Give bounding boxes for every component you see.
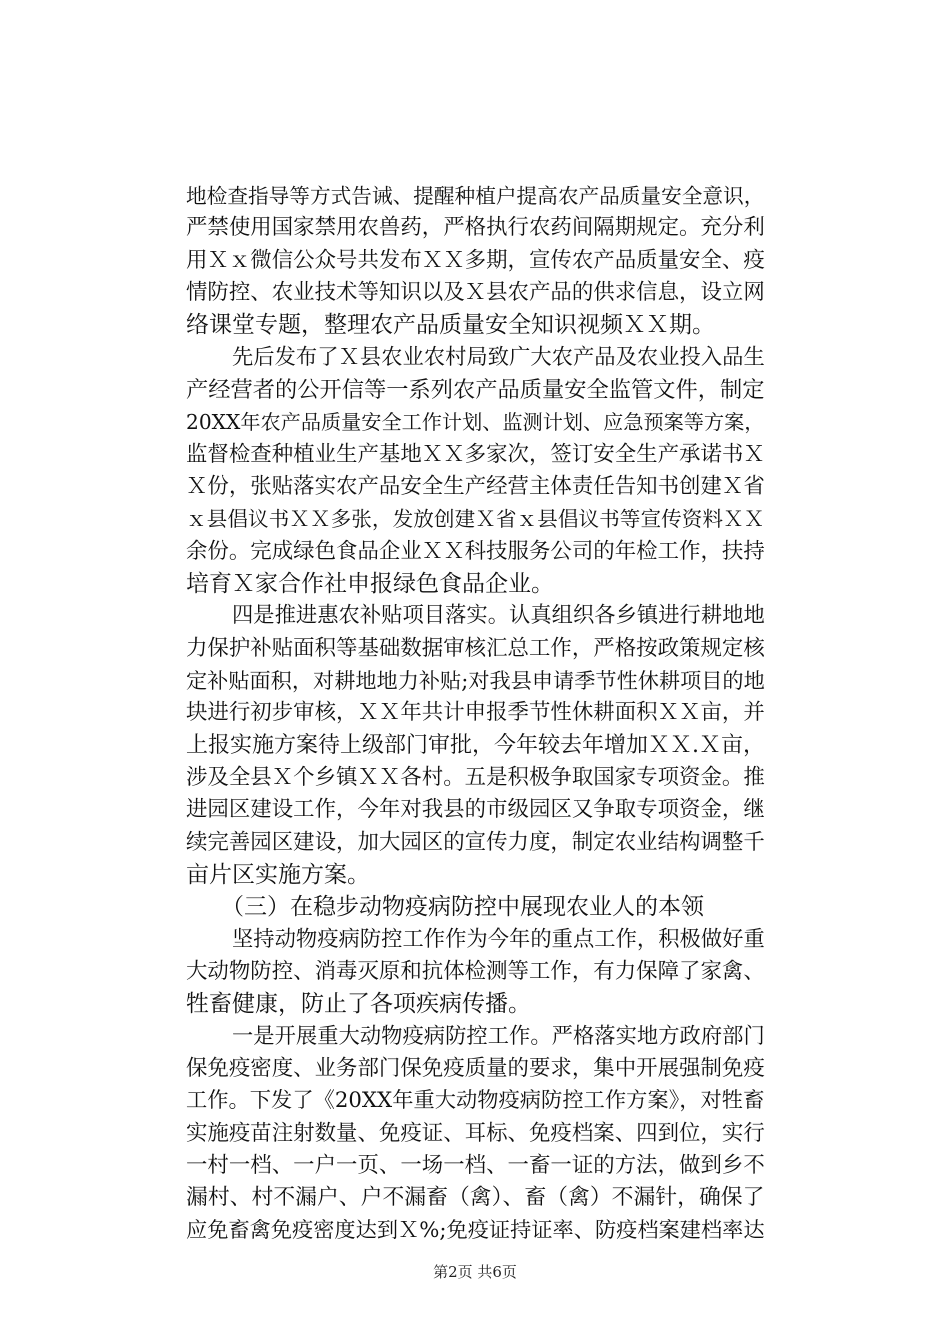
text-line: 漏村、村不漏户、户不漏畜（禽）、畜（禽）不漏针，确保了 bbox=[186, 1185, 765, 1210]
text-line: 牲畜健康，防止了各项疾病传播。 bbox=[186, 991, 531, 1017]
text-line: 保免疫密度、业务部门保免疫质量的要求，集中开展强制免疫 bbox=[186, 1056, 765, 1081]
page-number-footer: 第2页 共6页 bbox=[433, 1263, 517, 1281]
text-line: 上报实施方案待上级部门审批，今年较去年增加ＸＸ.Ｘ亩， bbox=[186, 733, 765, 758]
text-line: Ｘ份，张贴落实农产品安全生产经营主体责任告知书创建Ｘ省 bbox=[186, 474, 765, 499]
text-line: 定补贴面积，对耕地地力补贴;对我县申请季节性休耕项目的地 bbox=[186, 668, 765, 693]
text-line: 情防控、农业技术等知识以及Ｘ县农产品的供求信息，设立网 bbox=[186, 280, 765, 305]
text-line: 力保护补贴面积等基础数据审核汇总工作，严格按政策规定核 bbox=[186, 636, 765, 661]
text-line: 一是开展重大动物疫病防控工作。严格落实地方政府部门 bbox=[232, 1024, 765, 1049]
text-line: 大动物防控、消毒灭原和抗体检测等工作，有力保障了家禽、 bbox=[186, 959, 765, 984]
text-line: 地检查指导等方式告诫、提醒种植户提高农产品质量安全意识， bbox=[186, 184, 765, 208]
text-line: 四是推进惠农补贴项目落实。认真组织各乡镇进行耕地地 bbox=[232, 603, 765, 628]
text-line: 一村一档、一户一页、一场一档、一畜一证的方法，做到乡不 bbox=[186, 1153, 765, 1178]
text-line: 坚持动物疫病防控工作作为今年的重点工作，积极做好重 bbox=[232, 927, 765, 952]
text-line: 块进行初步审核，ＸＸ年共计申报季节性休耕面积ＸＸ亩，并 bbox=[186, 700, 765, 725]
text-line: ｘ县倡议书ＸＸ多张，发放创建Ｘ省ｘ县倡议书等宣传资料ＸＸ bbox=[186, 507, 765, 531]
text-line: 用Ｘｘ微信公众号共发布ＸＸ多期，宣传农产品质量安全、疫 bbox=[186, 248, 765, 273]
text-line: 先后发布了Ｘ县农业农村局致广大农产品及农业投入品生 bbox=[232, 345, 765, 370]
text-line: 进园区建设工作，今年对我县的市级园区又争取专项资金，继 bbox=[186, 797, 765, 822]
text-line: 产经营者的公开信等一系列农产品质量安全监管文件，制定 bbox=[186, 377, 765, 403]
text-line: 严禁使用国家禁用农兽药，严格执行农药间隔期规定。充分利 bbox=[186, 215, 765, 240]
text-line: 工作。下发了《20XX年重大动物疫病防控工作方案》，对牲畜 bbox=[186, 1088, 765, 1113]
text-line: 20XX年农产品质量安全工作计划、监测计划、应急预案等方案， bbox=[186, 410, 765, 434]
text-line: 续完善园区建设，加大园区的宣传力度，制定农业结构调整千 bbox=[186, 830, 765, 855]
text-line: 亩片区实施方案。 bbox=[186, 862, 370, 888]
text-line: 络课堂专题，整理农产品质量安全知识视频ＸＸ期。 bbox=[186, 312, 715, 338]
text-line: 实施疫苗注射数量、免疫证、耳标、免疫档案、四到位，实行 bbox=[186, 1121, 765, 1146]
text-line: 监督检查种植业生产基地ＸＸ多家次，签订安全生产承诺书Ｘ bbox=[186, 442, 765, 467]
text-line: 培育Ｘ家合作社申报绿色食品企业。 bbox=[186, 571, 554, 597]
text-line: 余份。完成绿色食品企业ＸＸ科技服务公司的年检工作，扶持 bbox=[186, 539, 765, 564]
text-line: 应免畜禽免疫密度达到Ｘ%;免疫证持证率、防疫档案建档率达 bbox=[186, 1218, 765, 1243]
section-heading: （三）在稳步动物疫病防控中展现农业人的本领 bbox=[221, 894, 704, 920]
text-line: 涉及全县Ｘ个乡镇ＸＸ各村。五是积极争取国家专项资金。推 bbox=[186, 765, 765, 790]
